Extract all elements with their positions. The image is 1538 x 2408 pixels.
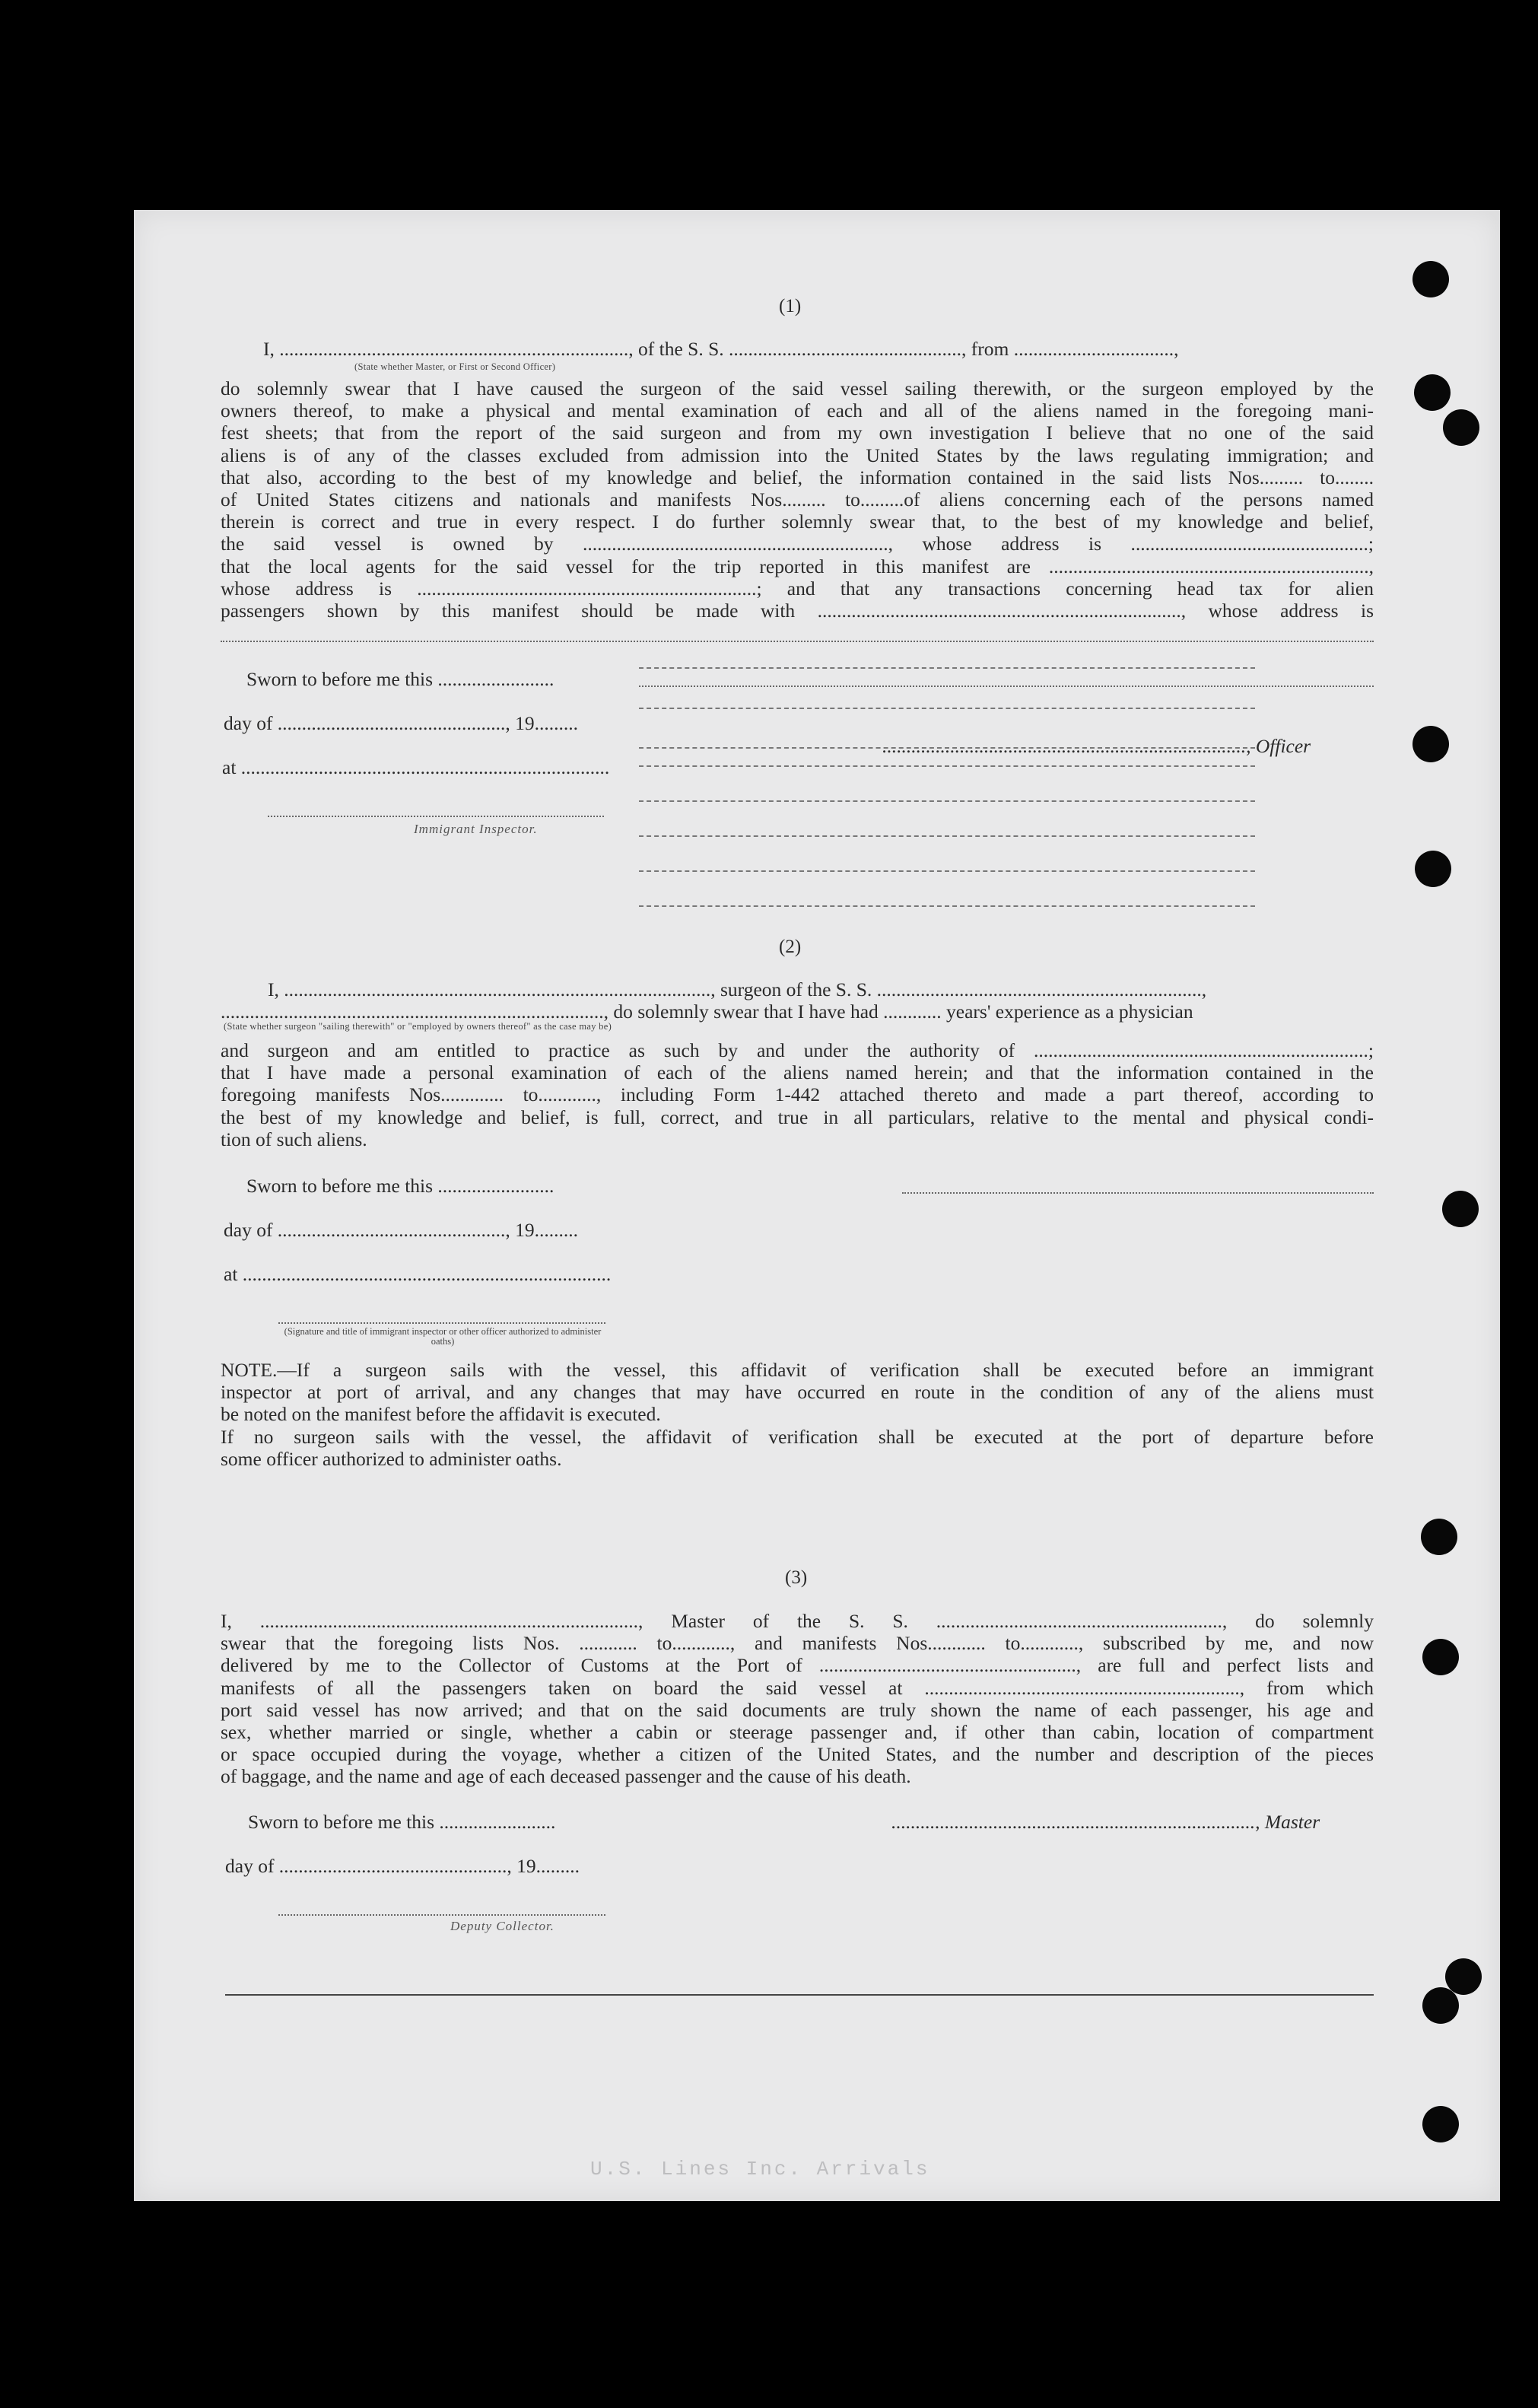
punch-hole [1443,409,1479,446]
section-2-text-line: the best of my knowledge and belief, is full, correct, and true in all particulars, relative to the mental and physical condi- [221,1105,1374,1128]
sworn-before-2: Sworn to before me this ........................ [246,1175,555,1197]
bottom-rule [225,1994,1374,1996]
sworn-before-3: Sworn to before me this ........................ [248,1811,556,1833]
punch-hole [1442,1191,1479,1227]
address-line [221,641,1374,642]
section-1-text-line: fest sheets; that from the report of the said surgeon and from my own investigation I believe that no one of the said [221,421,1374,444]
punch-hole [1422,1639,1459,1675]
section-3-text-line: manifests of all the passengers taken on board the said vessel at ................................................................., from which [221,1676,1374,1699]
punch-hole [1422,1987,1459,2024]
section-2-text-line: tion of such aliens. [221,1128,367,1150]
section-1-line-1-note: (State whether Master, or First or Second Officer) [354,361,556,372]
bleed-through-text: U.S. Lines Inc. Arrivals [590,2158,930,2181]
section-1-text-line: that also, according to the best of my knowledge and belief, the information contained in the said lists Nos......... to........ [221,466,1374,488]
section-3-text-line: I, .............................................................................., Master of the S. S. ..........................................................., do solemnly [221,1610,1374,1632]
address-line [639,708,1255,709]
section-1-text-line: do solemnly swear that I have caused the surgeon of the said vessel sailing therewith, or the surgeon employed by the [221,377,1374,399]
section-3-paragraph [221,1610,1374,1788]
master-signature-line: ..........................................................................., Master [891,1811,1320,1833]
address-line [639,667,1255,669]
section-1-text-line: aliens is of any of the classes excluded from admission into the United States by the laws regulating immigration; and [221,444,1374,466]
section-3-text-line: of baggage, and the name and age of each deceased passenger and the cause of his death. [221,1765,911,1788]
note-text-line: If no surgeon sails with the vessel, the affidavit of verification shall be executed at the port of departure before [221,1426,1374,1448]
section-1-text-line: the said vessel is owned by ..............................................................., whose address is .................................................; [221,533,1374,555]
section-3-text-line: port said vessel has now arrived; and that on the said documents are truly shown the name of each passenger, his age and [221,1698,1374,1721]
address-line [639,870,1255,872]
signature-line [268,816,604,817]
punch-hole [1422,2106,1459,2142]
note-text-line: some officer authorized to administer oaths. [221,1448,562,1471]
section-3-text-line: or space occupied during the voyage, whether a citizen of the United States, and the number and description of the pieces [221,1743,1374,1766]
section-2-text-line: and surgeon and am entitled to practice as such by and under the authority of .....................................................................; [221,1039,1374,1061]
day-of-2: day of ..............................................., 19......... [224,1219,579,1241]
at-1: at ............................................................................ [222,756,610,778]
section-1-number: (1) [779,296,802,317]
section-3-text-line: swear that the foregoing lists Nos. ............ to............, and manifests Nos............ to............, subscribed by me, and now [221,1632,1374,1655]
address-line [639,800,1255,802]
section-3-number: (3) [785,1567,808,1588]
manifest-page [134,210,1500,2201]
section-1-line-1: I, ........................................................................, of the S. S. ................................................, from ................................., [263,338,1179,360]
section-1-text-line: therein is correct and true in every respect. I do further solemnly swear that, to the best of my knowledge and belief, [221,511,1374,533]
deputy-collector-label: Deputy Collector. [450,1919,555,1933]
note-text-line: NOTE.—If a surgeon sails with the vessel, this affidavit of verification shall be executed before an immigrant [221,1359,1374,1381]
section-2-note [221,1359,1374,1426]
section-1-text-line: that the local agents for the said vessel for the trip reported in this manifest are .................................................................., [221,555,1374,577]
section-2-number: (2) [779,937,802,957]
address-line [639,835,1255,837]
punch-hole [1412,726,1449,762]
note-text-line: be noted on the manifest before the affidavit is executed. [221,1403,661,1426]
punch-hole [1412,261,1449,297]
day-of-3: day of ..............................................., 19......... [225,1855,580,1877]
section-2-paragraph [221,1039,1374,1150]
signature-note: (Signature and title of immigrant inspector or other officer authorized to administer oaths) [284,1326,602,1347]
officer-signature-line: ..........................................................................., Officer [882,735,1311,757]
note-text-line: inspector at port of arrival, and any changes that may have occurred en route in the condition of any of the aliens must [221,1381,1374,1404]
punch-hole [1414,374,1451,411]
address-line [639,765,1255,767]
section-2-text-line: that I have made a personal examination of each of the aliens named herein; and that the information contained in the [221,1061,1374,1084]
immigrant-inspector-label: Immigrant Inspector. [414,822,538,836]
section-1-text-line: owners thereof, to make a physical and mental examination of each and all of the aliens named in the foregoing mani- [221,399,1374,422]
day-of-1: day of ..............................................., 19......... [224,712,579,734]
punch-hole [1445,1958,1482,1995]
section-1-text-line: of United States citizens and nationals and manifests Nos......... to.........of aliens concerning each of the persons named [221,488,1374,511]
section-1-text-line: whose address is ......................................................................; and that any transactions concerning head tax for alien [221,577,1374,600]
sworn-before-1: Sworn to before me this ........................ [246,668,555,690]
punch-hole [1415,851,1451,887]
section-2-line-2-note: (State whether surgeon "sailing therewith" or "employed by owners thereof" as the case may be) [224,1021,612,1032]
signature-line [278,1322,605,1324]
section-2-line-2: ..............................................................................., do solemnly swear that I have had ............ years' experience as a physician [221,1000,1193,1023]
address-line [639,905,1255,907]
section-3-text-line: sex, whether married or single, whether a cabin or steerage passenger and, if other than cabin, location of compartment [221,1721,1374,1744]
address-line [639,686,1374,687]
section-1-paragraph [221,377,1374,622]
section-1-text-line: passengers shown by this manifest should be made with ..........................................................................., whose address is [221,600,1374,622]
at-2: at ............................................................................ [224,1263,612,1285]
section-3-text-line: delivered by me to the Collector of Customs at the Port of ....................................................., are full and perfect lists and [221,1654,1374,1677]
section-2-line-1: I, ........................................................................................, surgeon of the S. S. ..................................................................., [268,978,1207,1000]
section-2-note-2 [221,1426,1374,1470]
surgeon-signature-line [902,1192,1374,1194]
section-2-text-line: foregoing manifests Nos............. to............, including Form 1-442 attached thereto and made a part thereof, according to [221,1083,1374,1106]
punch-hole [1421,1519,1457,1555]
signature-line [278,1914,605,1916]
